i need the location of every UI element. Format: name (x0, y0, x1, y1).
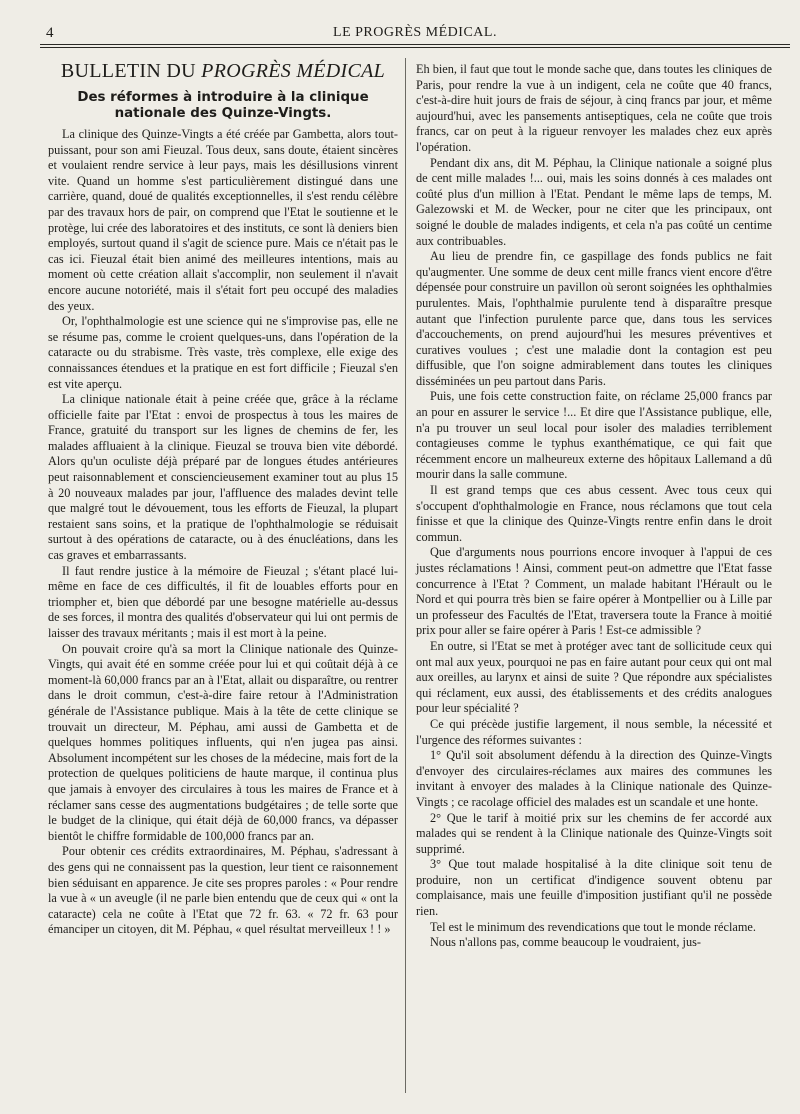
paragraph: Eh bien, il faut que tout le monde sache que, dans toutes les cliniques de Paris, pour rendre la vue à un indigent, cela ne coûte que 40 francs, c'est-à-dire huit jours de frais de séjour, à cinq francs par jour, et même aujourd'hui, avec les pansements antiseptiques, cela ne coûte que trois francs, car on peut à la rigueur renvoyer les malades chez eux après l'opération. (416, 62, 772, 154)
paragraph: Pendant dix ans, dit M. Péphau, la Clinique nationale a soigné plus de cent mille malades !... oui, mais les soins donnés à ces malades ont coûté plus d'un million à l'Etat. Pendant le même laps de temps, M. Galezowski et M. de Wecker, pour ne citer que les principaux, ont soigné le double de malades indigents, et cela n'a pas coûté un centime aux contribuables. (416, 155, 772, 248)
reform-item: 1° Qu'il soit absolument défendu à la direction des Quinze-Vingts d'envoyer des circulaires-réclames aux maires des communes les invitant à envoyer des malades à la Clinique nationale des Quinze-Vingts ; ce racolage officiel des malades est un scandale et une honte. (416, 748, 772, 809)
paragraph: Puis, une fois cette construction faite, on réclame 25,000 francs par an pour en assurer le service !... Et dire que l'Assistance publique, elle, n'a pu trouver un seul local pour isoler des maladies terriblement contagieuses comme le typhus exanthématique, ce qui fait que récemment encore un malheureux externe des hôpitaux Lallemand a dû mourir dans la salle commune. (416, 389, 772, 482)
paragraph: Que d'arguments nous pourrions encore invoquer à l'appui de ces justes réclamations ! Ainsi, comment peut-on admettre que l'Etat fasse concurrence à l'Etat ? Comment, un malade habitant l'Hérault ou le Nord et qui pourra très bien se faire opérer à Montpellier ou à Lille par un professeur des Facultés de l'Etat, traversera toute la France à moitié prix pour aller se faire opérer à Paris ! Est-ce admissible ? (416, 545, 772, 638)
left-column (48, 60, 398, 938)
paragraph: Pour obtenir ces crédits extraordinaires, M. Péphau, s'adressant à des gens qui ne connaissent pas la question, leur tient ce raisonnement bien séduisant en apparence. Je cite ses propres paroles : « Pour rendre la vue à « un aveugle (il ne parle bien entendu que de ceux qui « ont la cataracte) cela ne coûte à l'Etat que 72 fr. 63. « 72 fr. 63 pour émanciper un citoyen, dit M. Péphau, « quel résultat merveilleux ! ! » (48, 844, 398, 937)
paragraph: Il est grand temps que ces abus cessent. Avec tous ceux qui s'occupent d'ophthalmologie en France, nous réclamons que tout cela finisse et que la clinique des Quinze-Vingts rentre enfin dans le droit commun. (416, 483, 772, 544)
paragraph: La clinique des Quinze-Vingts a été créée par Gambetta, alors tout-puissant, pour son ami Fieuzal. Tous deux, sans doute, étaient sincères et voulaient rendre service à leur pays, mais les désillusions vinrent vite. Quand un homme s'est particulièrement distingué dans une carrière, quand, doué de qualités exceptionnelles, il s'est rendu célèbre par des travaux hors de pair, on comprend que l'Etat le soutienne et le protège, lui crée des laboratoires et des instituts, ce sont là deniers bien employés, surtout quand il s'agit de science pure. Mais ce n'était pas le cas ici. Fieuzal était bien animé des meilleures intentions, mais au moment où cette création allait s'accomplir, non seulement il n'avait encore aucune notoriété, mais il s'était fort peu occupé des maladies des yeux. (48, 127, 398, 313)
bulletin-title-journal: PROGRÈS MÉDICAL (201, 60, 386, 82)
page-header (40, 22, 790, 44)
paragraph: Nous n'allons pas, comme beaucoup le voudraient, jus- (430, 935, 701, 950)
running-title: LE PROGRÈS MÉDICAL. (333, 25, 497, 40)
right-column (416, 62, 772, 951)
paragraph: Au lieu de prendre fin, ce gaspillage des fonds publics ne fait qu'augmenter. Une somme de deux cent mille francs vient encore d'être dépensée pour construire un pavillon où seront soignées les ophthalmies purulentes. Mais, l'ophthalmie purulente tend à disparaître presque autant que l'infection purulente parce que, dans tous les services d'accouchements, on prend aujourd'hui les mesures préventives et curatives voulues ; c'est une maladie dont la contagion est peu diffusible, que l'on soigne admirablement dans toutes les cliniques disséminées un peu partout dans Paris. (416, 249, 772, 388)
paragraph: Tel est le minimum des revendications que tout le monde réclame. (430, 919, 756, 934)
reform-item: 2° Que le tarif à moitié prix sur les chemins de fer accordé aux malades qui se rendent à la Clinique nationale des Quinze-Vingts soit supprimé. (416, 810, 772, 856)
bulletin-title (48, 60, 398, 82)
page-number: 4 (46, 25, 54, 41)
reform-item: 3° Que tout malade hospitalisé à la dite clinique soit tenu de produire, non un certificat d'indigence souvent obtenu par complaisance, mais une feuille d'imposition justifiant qu'il ne possède rien. (416, 857, 772, 919)
article-title: Des réformes à introduire à la clinique nationale des Quinze-Vingts. (77, 90, 369, 121)
header-rule (40, 44, 790, 48)
paragraph: Or, l'ophthalmologie est une science qui ne s'improvise pas, elle ne se résume pas, comme le croient quelques-uns, dans l'opération de la cataracte ou du strabisme. Très vaste, très complexe, elle exige des connaissances étendues et la pratique en est fort difficile ; Fieuzal s'en est vite aperçu. (48, 314, 398, 391)
paragraph: Ce qui précède justifie largement, il nous semble, la nécessité et l'urgence des réformes suivantes : (416, 716, 772, 747)
bulletin-title-prefix: BULLETIN DU (60, 60, 196, 82)
paragraph: Il faut rendre justice à la mémoire de Fieuzal ; s'étant placé lui-même en face de ces difficultés, il fit de louables efforts pour en triompher et, bien que débordé par une besogne matérielle au-dessus de ses forces, il montra des qualités d'observateur qui lui ont permis de laisser des travaux méritants ; mais il est mort à la peine. (48, 563, 398, 640)
paragraph: La clinique nationale était à peine créée que, grâce à la réclame officielle faite par l'Etat : envoi de prospectus à tous les maires de France, gratuité du transport sur les lignes de chemins de fer, les malades affluaient à la clinique. Fieuzal se trouva bien vite débordé. Alors qu'un oculiste déjà préparé par de longues études antérieures peut raisonnablement et consciencieusement examiner tout au plus 15 à 20 nouveaux malades par jour, l'affluence des malades devint telle que malgré tout le dévouement, tous les efforts de Fieuzal, la plupart restaient sans soins, et la pratique de l'ophthalmologie se réduisait surtout à des opérations de cataracte, ou à des énucléations, dans les cas graves et embarrassants. (48, 392, 398, 563)
column-divider (405, 58, 406, 1093)
paragraph: On pouvait croire qu'à sa mort la Clinique nationale des Quinze-Vingts, qui avait été en somme créée pour lui et qui coûtait déjà à ce moment-là 60,000 francs par an à l'Etat, allait ou disparaître, ou rentrer dans le droit commun, c'est-à-dire faire retour à l'Administration générale de l'Assistance publique. Mais à la tête de cette clinique se trouvait un directeur, M. Péphau, ami aussi de Gambetta et de quelques hommes politiques influents, qui n'en jugea pas ainsi. Absolument incompétent sur les choses de la médecine, mais fort de la protection de quelques politiciens de haute marque, il continua plus que jamais à envoyer des circulaires à tous les maires de France et à réclamer sans cesse des augmentations budgétaires ; de telle sorte que le budget de la clinique, qui était déjà de 60,000 francs, va dépasser bientôt le chiffre formidable de 100,000 francs par an. (48, 641, 398, 843)
paragraph: En outre, si l'Etat se met à protéger avec tant de sollicitude ceux qui ont mal aux yeux, pourquoi ne pas en faire autant pour ceux qui ont mal aux oreilles, au larynx et ainsi de suite ? Que répondre aux spécialistes qui réclament, eux aussi, des établissements et des crédits analogues pour leur spécialité ? (416, 638, 772, 716)
